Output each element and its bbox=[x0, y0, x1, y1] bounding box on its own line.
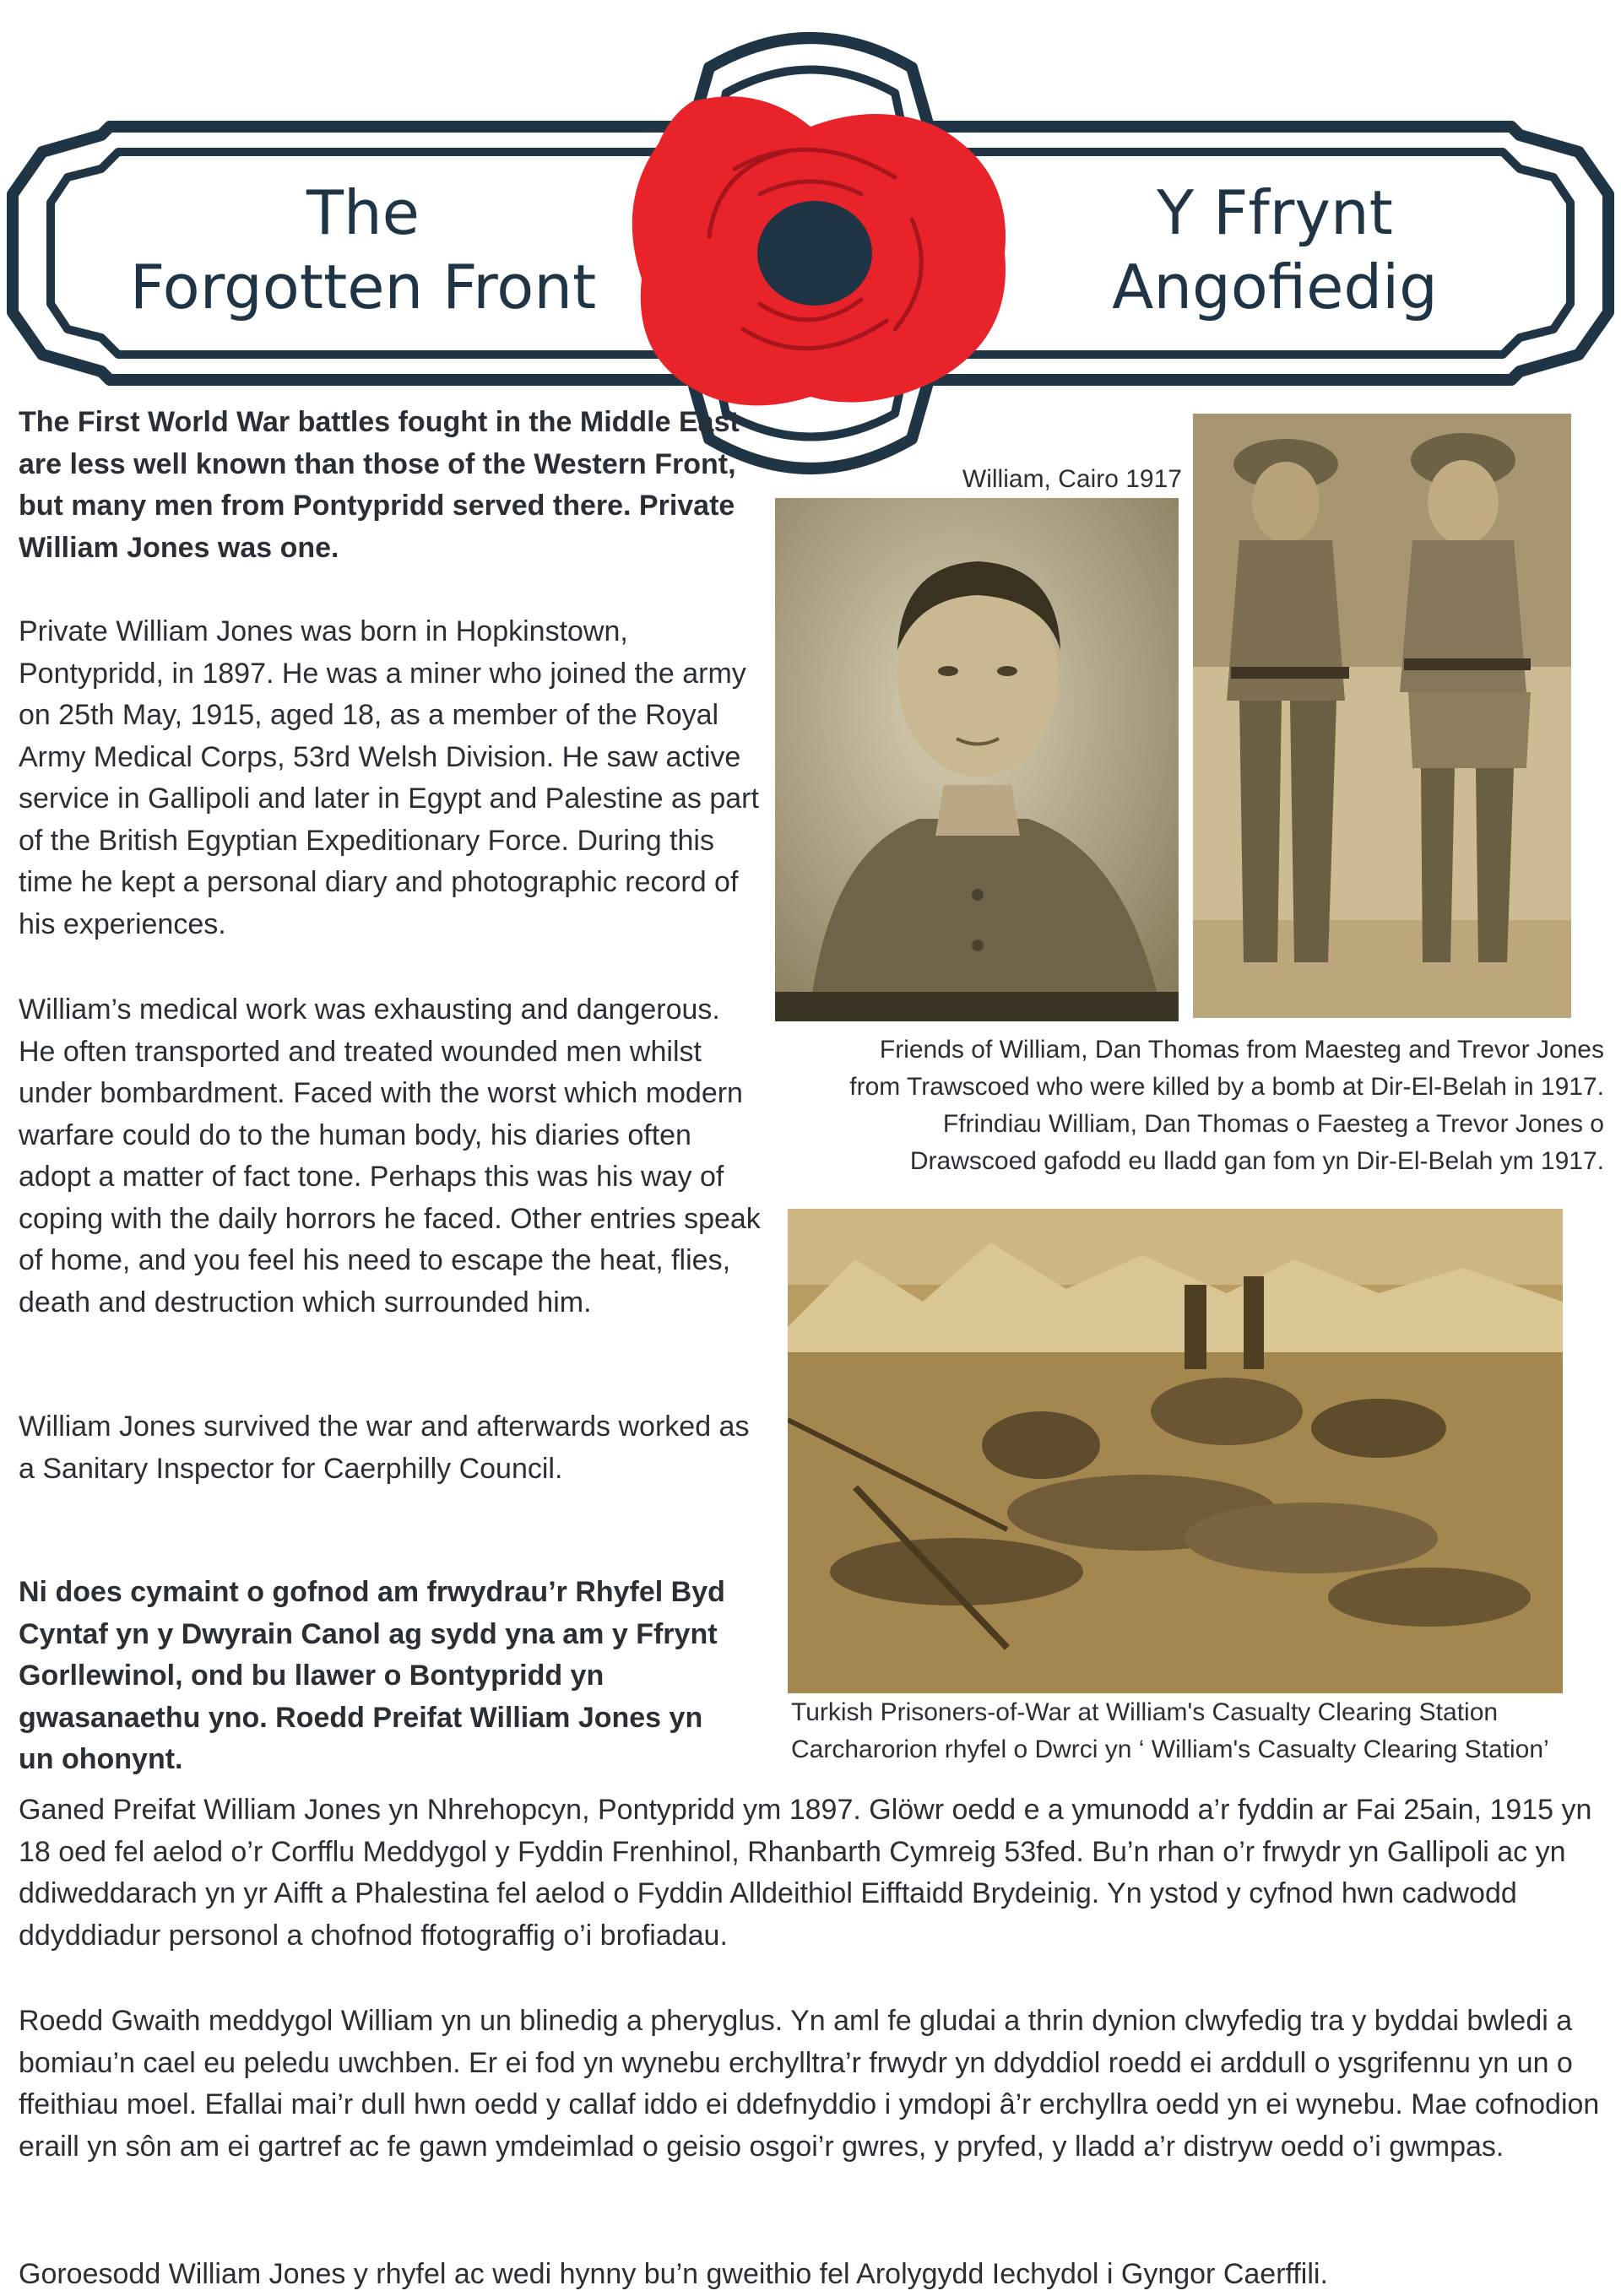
welsh-intro: Ni does cymaint o gofnod am frwydrau’r Rhyfel Byd Cyntaf yn y Dwyrain Canol ag sydd yna am y Ffrynt Gorllewinol, ond bu llawer o Bontypridd yn gwasanaethu yno. Roedd Preifat William Jones yn un ohonynt. bbox=[19, 1576, 725, 1775]
title-welsh-line1: Y Ffrynt bbox=[1157, 177, 1393, 248]
english-paragraph-1: Private William Jones was born in Hopkinstown, Pontypridd, in 1897. He was a miner who joined the army on 25th May, 1915, aged 18, as a member of the Royal Army Medical Corps, 53rd Welsh Division. He saw active service in Gallipoli and later in Egypt and Palestine as part of the British Egyptian Expeditionary Force. During this time he kept a personal diary and photographic record of his experiences. bbox=[19, 615, 759, 940]
caption-william: William, Cairo 1917 bbox=[962, 465, 1182, 493]
caption-prisoners-en: Turkish Prisoners-of-War at William's Casualty Clearing Station bbox=[791, 1698, 1499, 1726]
photo-prisoners-of-war bbox=[788, 1209, 1563, 1693]
title-english-line1: The bbox=[306, 177, 420, 248]
caption-friends-cy-1: Ffrindiau William, Dan Thomas o Faesteg a Trevor Jones o bbox=[942, 1110, 1604, 1138]
english-paragraph-2: William’s medical work was exhausting and dangerous. He often transported and treated wounded men whilst under bombardment. Faced with the worst which modern warfare could do to the human body, his diaries often adopt a matter of fact tone. Perhaps this was his way of coping with the daily horrors he faced. Other entries speak of home, and you feel his need to escape the heat, flies, death and destruction which surrounded him. bbox=[19, 994, 761, 1319]
title-english-line2: Forgotten Front bbox=[129, 252, 597, 322]
caption-friends-en-2: from Trawscoed who were killed by a bomb at Dir-El-Belah in 1917. bbox=[849, 1073, 1604, 1101]
caption-friends-en-1: Friends of William, Dan Thomas from Maesteg and Trevor Jones bbox=[879, 1036, 1604, 1064]
english-intro: The First World War battles fought in the Middle East are less well known than those of the Western Front, but many men from Pontypridd served there. Private William Jones was one. bbox=[19, 406, 740, 564]
caption-prisoners-cy: Carcharorion rhyfel o Dwrci yn ‘ William's Casualty Clearing Station’ bbox=[791, 1736, 1549, 1763]
welsh-paragraph-1: Ganed Preifat William Jones yn Nhrehopcyn, Pontypridd ym 1897. Glöwr oedd e a ymunodd a’r fyddin ar Fai 25ain, 1915 yn 18 oed fel aelod o’r Corfflu Meddygol y Fyddin Frenhinol, Rhanbarth Cymreig 53fed. Bu’n rhan o’r frwydr yn Gallipoli ac yn ddiweddarach yn yr Aifft a Phalestina fel aelod o Fyddin Alldeithiol Eifftaidd Brydeinig. Yn ystod y cyfnod hwn cadwodd ddyddiadur personol a chofnod ffotograffig o’i brofiadau. bbox=[19, 1794, 1592, 1952]
caption-friends-cy-2: Drawscoed gafodd eu lladd gan fom yn Dir-El-Belah ym 1917. bbox=[909, 1147, 1604, 1175]
caption-friends bbox=[777, 1032, 1604, 1180]
title-english bbox=[110, 176, 616, 324]
photo-friends bbox=[1193, 414, 1571, 1018]
caption-prisoners bbox=[791, 1694, 1610, 1768]
poppy-icon bbox=[632, 96, 1006, 405]
photo-william-portrait bbox=[775, 498, 1179, 1021]
title-welsh bbox=[1038, 176, 1511, 324]
title-welsh-line2: Angofiedig bbox=[1112, 252, 1438, 322]
welsh-paragraph-2: Roedd Gwaith meddygol William yn un blinedig a pheryglus. Yn aml fe gludai a thrin dynion clwyfedig tra y byddai bwledi a bomiau’n cael eu peledu uwchben. Er ei fod yn wynebu erchylltra’r frwydr yn ddyddiol roedd ei arddull o ysgrifennu yn un o ffeithiau moel. Efallai mai’r dull hwn oedd y callaf iddo ei ddefnyddio i ymdopi â’r erchyllra oedd yn ei wynebu. Mae cofnodion eraill yn sôn am ei gartref ac fe gawn ymdeimlad o geisio osgoi’r gwres, y pryfed, y lladd a’r distryw oedd o’i gwmpas. bbox=[19, 2005, 1600, 2163]
english-paragraph-3: William Jones survived the war and afterwards worked as a Sanitary Inspector for Caerphilly Council. bbox=[19, 1411, 750, 1485]
welsh-paragraph-3: Goroesodd William Jones y rhyfel ac wedi hynny bu’n gweithio fel Arolygydd Iechydol i Gyngor Caerffili. bbox=[19, 2258, 1328, 2290]
